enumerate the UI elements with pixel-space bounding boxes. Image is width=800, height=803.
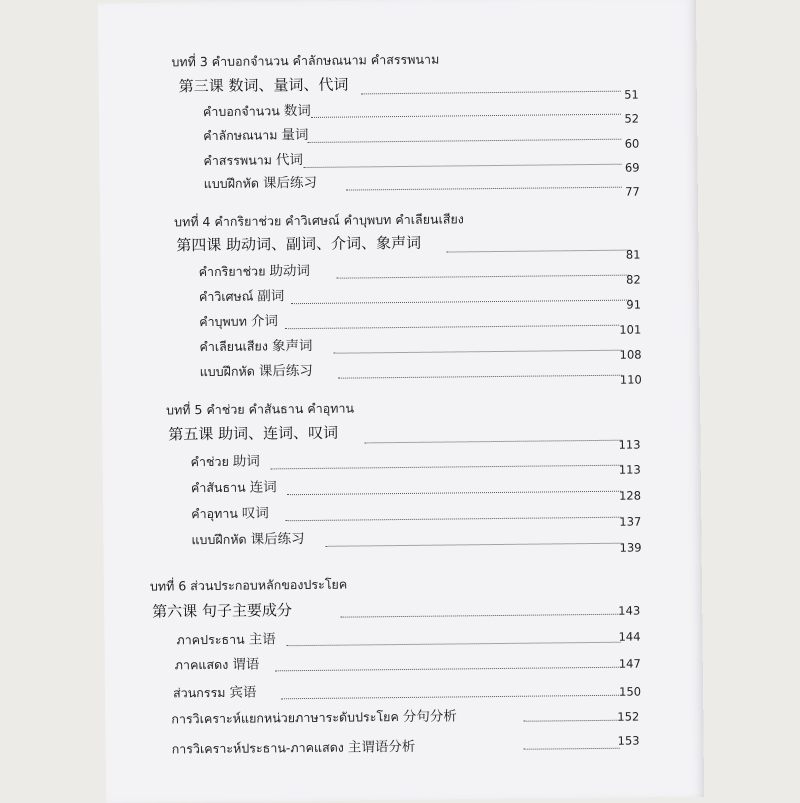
toc-entry bbox=[191, 475, 277, 498]
entry-thai: คำช่วย bbox=[190, 453, 229, 470]
page-number: 113 bbox=[618, 437, 641, 452]
page-number: 51 bbox=[624, 87, 639, 102]
chapter-heading: บทที่ 4 คำกริยาช่วย คำวิเศษณ์ คำบุพบท คำเลียนเสียง bbox=[174, 211, 464, 230]
entry-thai: คำบุพบท bbox=[199, 313, 247, 330]
dot-leader bbox=[364, 440, 622, 444]
entry-chinese: 谓语 bbox=[232, 656, 260, 673]
page-number: 91 bbox=[626, 297, 642, 312]
entry-chinese: 连词 bbox=[249, 479, 277, 496]
page-number: 144 bbox=[618, 629, 641, 644]
entry-thai: แบบฝึกหัด bbox=[199, 363, 255, 380]
page-number: 108 bbox=[619, 347, 642, 362]
toc-entry bbox=[199, 309, 278, 332]
page-number: 139 bbox=[619, 540, 642, 555]
entry-chinese: 助词 bbox=[232, 453, 260, 470]
entry-chinese: 数词 bbox=[283, 102, 311, 120]
page-number: 82 bbox=[626, 272, 641, 287]
dot-leader bbox=[337, 275, 629, 279]
toc-entry bbox=[204, 171, 317, 194]
entry-chinese: 宾语 bbox=[229, 684, 257, 701]
page-number: 101 bbox=[619, 322, 642, 337]
dot-leader bbox=[281, 695, 621, 700]
entry-thai: คำสรรพนาม bbox=[203, 152, 273, 169]
entry-thai: คำอุทาน bbox=[191, 505, 238, 522]
toc-entry bbox=[199, 259, 311, 282]
toc-entry bbox=[191, 527, 304, 550]
page-number: 60 bbox=[624, 136, 640, 151]
toc-entry bbox=[199, 284, 285, 307]
entry-chinese: 代词 bbox=[275, 152, 304, 169]
entry-chinese: 介词 bbox=[250, 313, 278, 330]
entry-thai: ภาคประธาน bbox=[176, 631, 245, 648]
dot-leader bbox=[304, 164, 622, 168]
toc-entry bbox=[172, 735, 416, 760]
entry-thai: การวิเคราะห์แยกหน่วยภาษาระดับประโยค bbox=[171, 709, 399, 727]
dot-leader bbox=[291, 300, 631, 305]
page-number: 152 bbox=[617, 709, 640, 724]
dot-leader bbox=[285, 517, 621, 522]
dot-leader bbox=[326, 543, 622, 547]
page-number: 150 bbox=[619, 684, 642, 699]
dot-leader bbox=[311, 114, 621, 118]
toc-entry bbox=[203, 123, 308, 146]
entry-chinese: 分句分析 bbox=[402, 708, 457, 726]
page-number: 137 bbox=[619, 514, 642, 529]
toc-entry bbox=[173, 681, 257, 704]
dot-leader bbox=[361, 91, 621, 95]
chapter-heading: บทที่ 3 คำบอกจำนวน คำลักษณนาม คำสรรพนาม bbox=[171, 51, 440, 70]
entry-thai: คำลักษณนาม bbox=[203, 127, 278, 144]
page-number: 113 bbox=[618, 462, 641, 477]
dot-leader bbox=[334, 350, 622, 354]
toc-entry bbox=[191, 449, 260, 472]
page-number: 110 bbox=[619, 372, 642, 387]
entry-thai: การวิเคราะห์ประธาน-ภาคแสดง bbox=[171, 739, 344, 757]
entry-thai: คำวิเศษณ์ bbox=[198, 288, 254, 305]
entry-chinese: 主语 bbox=[248, 631, 276, 648]
dot-leader bbox=[340, 614, 620, 618]
lesson-title: 第六课 句子主要成分 bbox=[152, 601, 293, 621]
page-number: 153 bbox=[617, 733, 640, 748]
entry-chinese: 课后练习 bbox=[262, 174, 317, 192]
dot-leader bbox=[338, 375, 622, 379]
dot-leader bbox=[287, 642, 621, 646]
book-page bbox=[98, 0, 704, 803]
entry-chinese: 象声词 bbox=[271, 337, 313, 355]
entry-thai: คำสันธาน bbox=[190, 479, 246, 496]
chapter-heading: บทที่ 6 ส่วนประกอบหลักของประโยค bbox=[149, 576, 348, 594]
dot-leader bbox=[287, 491, 621, 495]
page-number: 81 bbox=[625, 247, 641, 262]
page-number: 147 bbox=[618, 656, 641, 671]
entry-thai: คำเลียนเสียง bbox=[199, 338, 269, 355]
table-of-contents bbox=[98, 0, 704, 803]
toc-entry bbox=[199, 334, 312, 357]
toc-entry bbox=[203, 148, 303, 171]
lesson-title: 第五课 助词、连词、叹词 bbox=[168, 423, 339, 444]
entry-thai: ภาคแสดง bbox=[174, 656, 229, 673]
dot-leader bbox=[307, 139, 621, 143]
entry-chinese: 副词 bbox=[257, 288, 285, 305]
entry-chinese: 叹词 bbox=[241, 505, 269, 522]
dot-leader bbox=[346, 187, 622, 191]
toc-entry bbox=[200, 359, 313, 382]
dot-leader bbox=[524, 748, 620, 750]
entry-thai: แบบฝึกหัด bbox=[203, 175, 259, 192]
entry-thai: แบบฝึกหัด bbox=[191, 531, 247, 548]
page-number: 52 bbox=[624, 111, 640, 126]
page-number: 143 bbox=[618, 603, 641, 618]
entry-thai: ส่วนกรรม bbox=[172, 684, 226, 701]
page-number: 77 bbox=[625, 184, 640, 199]
entry-chinese: 课后练习 bbox=[258, 362, 313, 380]
chapter-heading: บทที่ 5 คำช่วย คำสันธาน คำอุทาน bbox=[166, 400, 355, 418]
entry-chinese: 主谓语分析 bbox=[347, 738, 416, 756]
lesson-title: 第三课 数词、量词、代词 bbox=[178, 75, 349, 96]
toc-entry bbox=[176, 627, 275, 650]
toc-entry bbox=[203, 99, 311, 122]
toc-entry bbox=[171, 704, 457, 729]
page-number: 69 bbox=[624, 160, 640, 175]
entry-thai: คำบอกจำนวน bbox=[202, 103, 280, 120]
page-number: 128 bbox=[618, 488, 642, 503]
entry-chinese: 量词 bbox=[281, 126, 309, 144]
dot-leader bbox=[271, 465, 623, 470]
entry-chinese: 助动词 bbox=[269, 262, 311, 280]
dot-leader bbox=[275, 667, 621, 672]
entry-chinese: 课后练习 bbox=[250, 531, 305, 548]
toc-entry bbox=[191, 501, 269, 524]
entry-thai: คำกริยาช่วย bbox=[198, 263, 266, 280]
lesson-title: 第四课 助动词、副词、介词、象声词 bbox=[176, 233, 422, 255]
dot-leader bbox=[285, 325, 619, 329]
toc-entry bbox=[175, 653, 260, 676]
